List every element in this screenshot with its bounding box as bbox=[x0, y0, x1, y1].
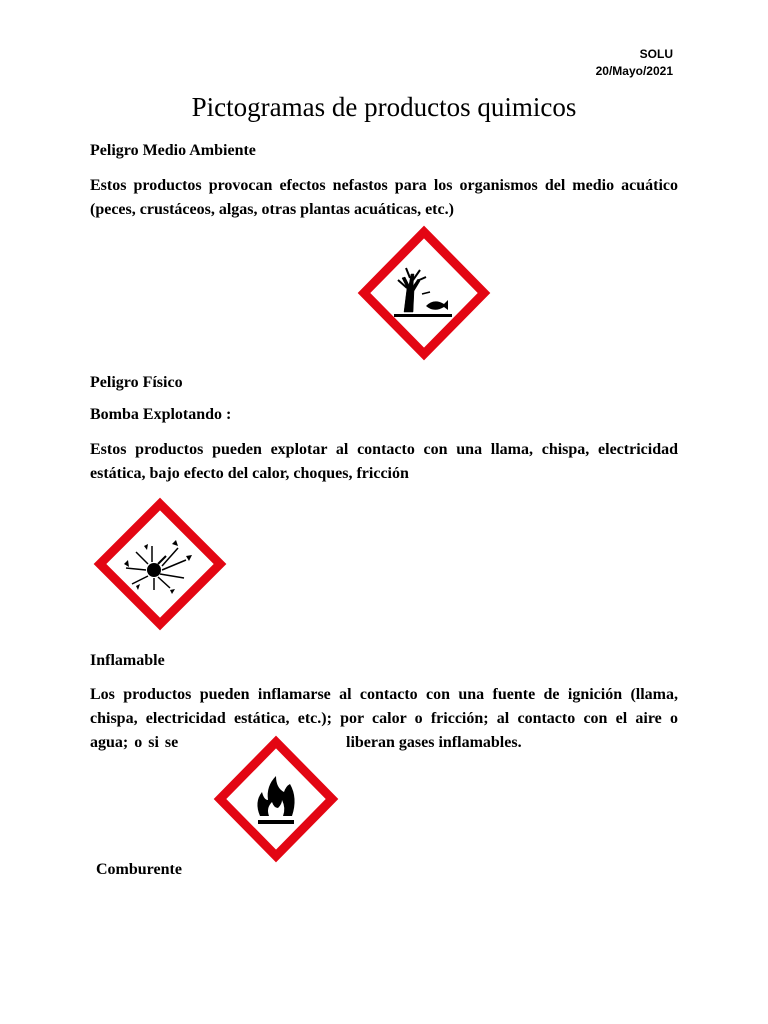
paragraph-environment bbox=[90, 174, 678, 222]
paragraph-line: Los productos pueden inflamarse al contacto con una fuente de ignición (llama, bbox=[90, 686, 678, 703]
paragraph-physical bbox=[90, 438, 678, 486]
subheading-exploding-bomb: Bomba Explotando : bbox=[90, 406, 232, 423]
document-date: 20/Mayo/2021 bbox=[595, 64, 673, 78]
document-author: SOLU bbox=[639, 47, 673, 61]
paragraph-line: estática, bajo efecto del calor, choques, fricción bbox=[90, 465, 409, 482]
paragraph-line-fragment: agua; o si se bbox=[90, 734, 179, 751]
environment-hazard-icon bbox=[360, 228, 488, 358]
paragraph-flammable bbox=[90, 683, 678, 731]
flame-icon bbox=[216, 738, 336, 860]
paragraph-line: (peces, crustáceos, algas, otras plantas acuáticas, etc.) bbox=[90, 201, 454, 218]
heading-physical: Peligro Físico bbox=[90, 374, 183, 391]
paragraph-line: Estos productos pueden explotar al contacto con una llama, chispa, electricidad bbox=[90, 441, 678, 458]
heading-oxidizer: Comburente bbox=[96, 861, 182, 878]
paragraph-line: Estos productos provocan efectos nefastos para los organismos del medio acuático bbox=[90, 177, 678, 194]
exploding-bomb-icon bbox=[96, 500, 224, 628]
paragraph-line: chispa, electricidad estática, etc.); por calor o fricción; al contacto con el aire o bbox=[90, 710, 678, 727]
heading-flammable: Inflamable bbox=[90, 652, 165, 669]
heading-environment: Peligro Medio Ambiente bbox=[90, 142, 256, 159]
page-title: Pictogramas de productos quimicos bbox=[191, 92, 577, 122]
paragraph-line-fragment: liberan gases inflamables. bbox=[346, 734, 522, 751]
